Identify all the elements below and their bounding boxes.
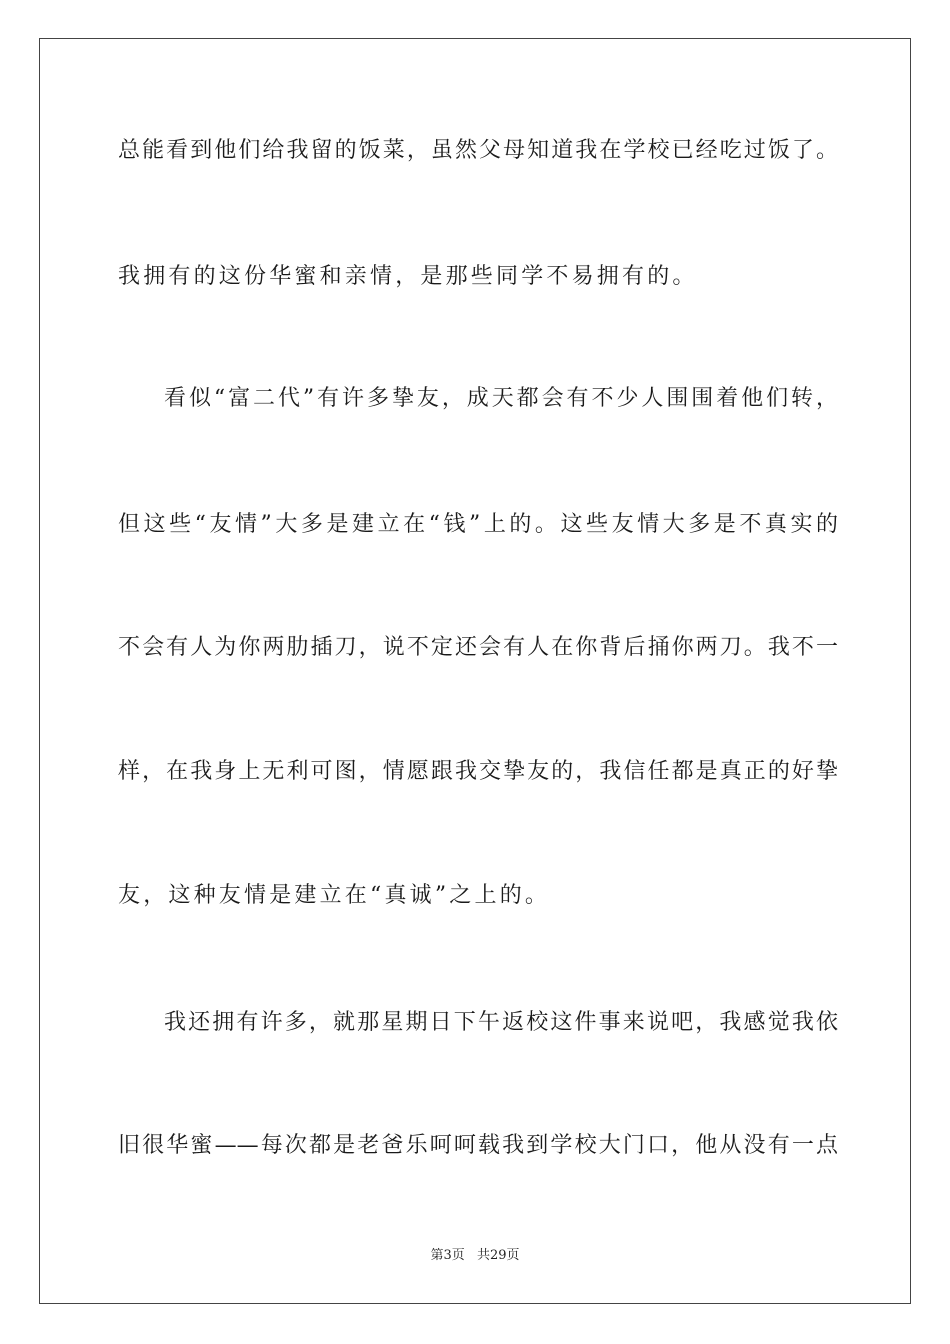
text-line-5: 不会有人为你两肋插刀，说不定还会有人在你背后捅你两刀。我不一 — [118, 635, 838, 660]
text-line-9: 旧很华蜜——每次都是老爸乐呵呵载我到学校大门口，他从没有一点 — [118, 1133, 838, 1158]
text-line-3: 看似“富二代”有许多挚友，成天都会有不少人围围着他们转， — [164, 386, 838, 411]
text-line-2: 我拥有的这份华蜜和亲情，是那些同学不易拥有的。 — [118, 264, 698, 289]
page-footer — [0, 1248, 950, 1264]
text-line-6: 样，在我身上无利可图，情愿跟我交挚友的，我信任都是真正的好挚 — [118, 759, 838, 784]
page-border — [39, 38, 911, 1304]
text-line-1: 总能看到他们给我留的饭菜，虽然父母知道我在学校已经吃过饭了。 — [118, 138, 838, 163]
page-number: 第3页 — [430, 1248, 465, 1263]
text-line-4: 但这些“友情”大多是建立在“钱”上的。这些友情大多是不真实的 — [118, 512, 838, 537]
page-total: 共29页 — [476, 1248, 520, 1263]
text-line-7: 友，这种友情是建立在“真诚”之上的。 — [118, 883, 551, 908]
text-line-8: 我还拥有许多，就那星期日下午返校这件事来说吧，我感觉我依 — [164, 1010, 838, 1035]
